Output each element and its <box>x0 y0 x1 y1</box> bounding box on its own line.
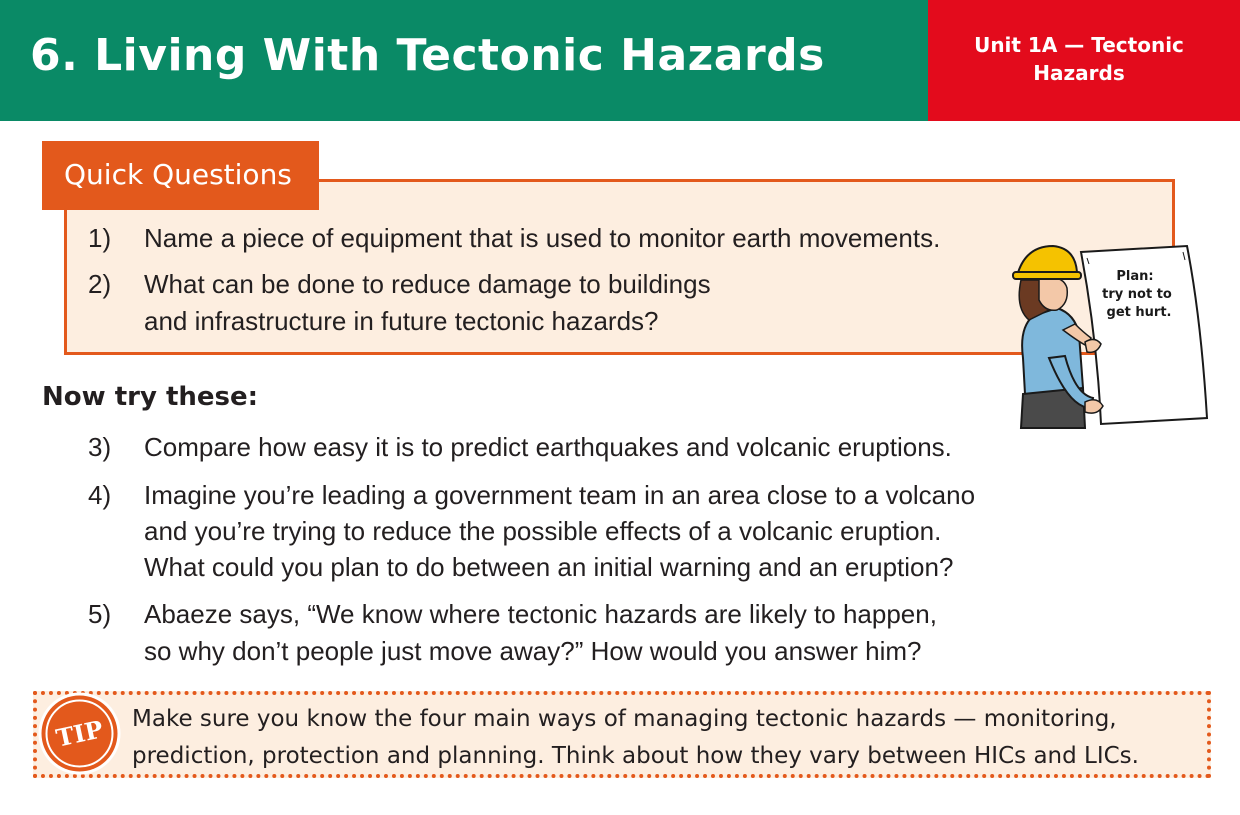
question-text: Name a piece of equipment that is used to monitor earth movements. <box>144 223 941 253</box>
question-text: Imagine you’re leading a government team in an area close to a volcano <box>144 480 976 510</box>
question-number: 3) <box>88 432 112 462</box>
worker-illustration <box>1005 238 1215 433</box>
tip-badge-icon <box>37 691 122 776</box>
question-text: Compare how easy it is to predict earthquakes and volcanic eruptions. <box>144 432 952 462</box>
question-number: 1) <box>88 223 112 253</box>
tip-text: prediction, protection and planning. Think about how they vary between HICs and LICs. <box>132 743 1139 769</box>
question-text: and you’re trying to reduce the possible effects of a volcanic eruption. <box>144 516 942 546</box>
now-try-heading: Now try these: <box>42 382 259 412</box>
quick-questions-label: Quick Questions <box>64 158 292 191</box>
question-text: What can be done to reduce damage to buildings <box>144 269 711 299</box>
question-number: 2) <box>88 269 112 299</box>
sign-text: get hurt. <box>1106 305 1172 320</box>
question-text: so why don’t people just move away?” How would you answer him? <box>144 636 922 666</box>
question-number: 4) <box>88 480 112 510</box>
tip-badge-label: TIP <box>53 714 106 753</box>
sign-text: Plan: <box>1116 269 1154 284</box>
question-text: Abaeze says, “We know where tectonic hazards are likely to happen, <box>144 599 937 629</box>
page-title: 6. Living With Tectonic Hazards <box>30 30 825 81</box>
sign-text: try not to <box>1102 287 1172 302</box>
tip-text: Make sure you know the four main ways of managing tectonic hazards — monitoring, <box>132 706 1117 732</box>
question-text: What could you plan to do between an initial warning and an eruption? <box>144 552 954 582</box>
unit-label: Unit 1A — Tectonic Hazards <box>974 33 1184 85</box>
question-text: and infrastructure in future tectonic hazards? <box>144 306 659 336</box>
question-number: 5) <box>88 599 112 629</box>
